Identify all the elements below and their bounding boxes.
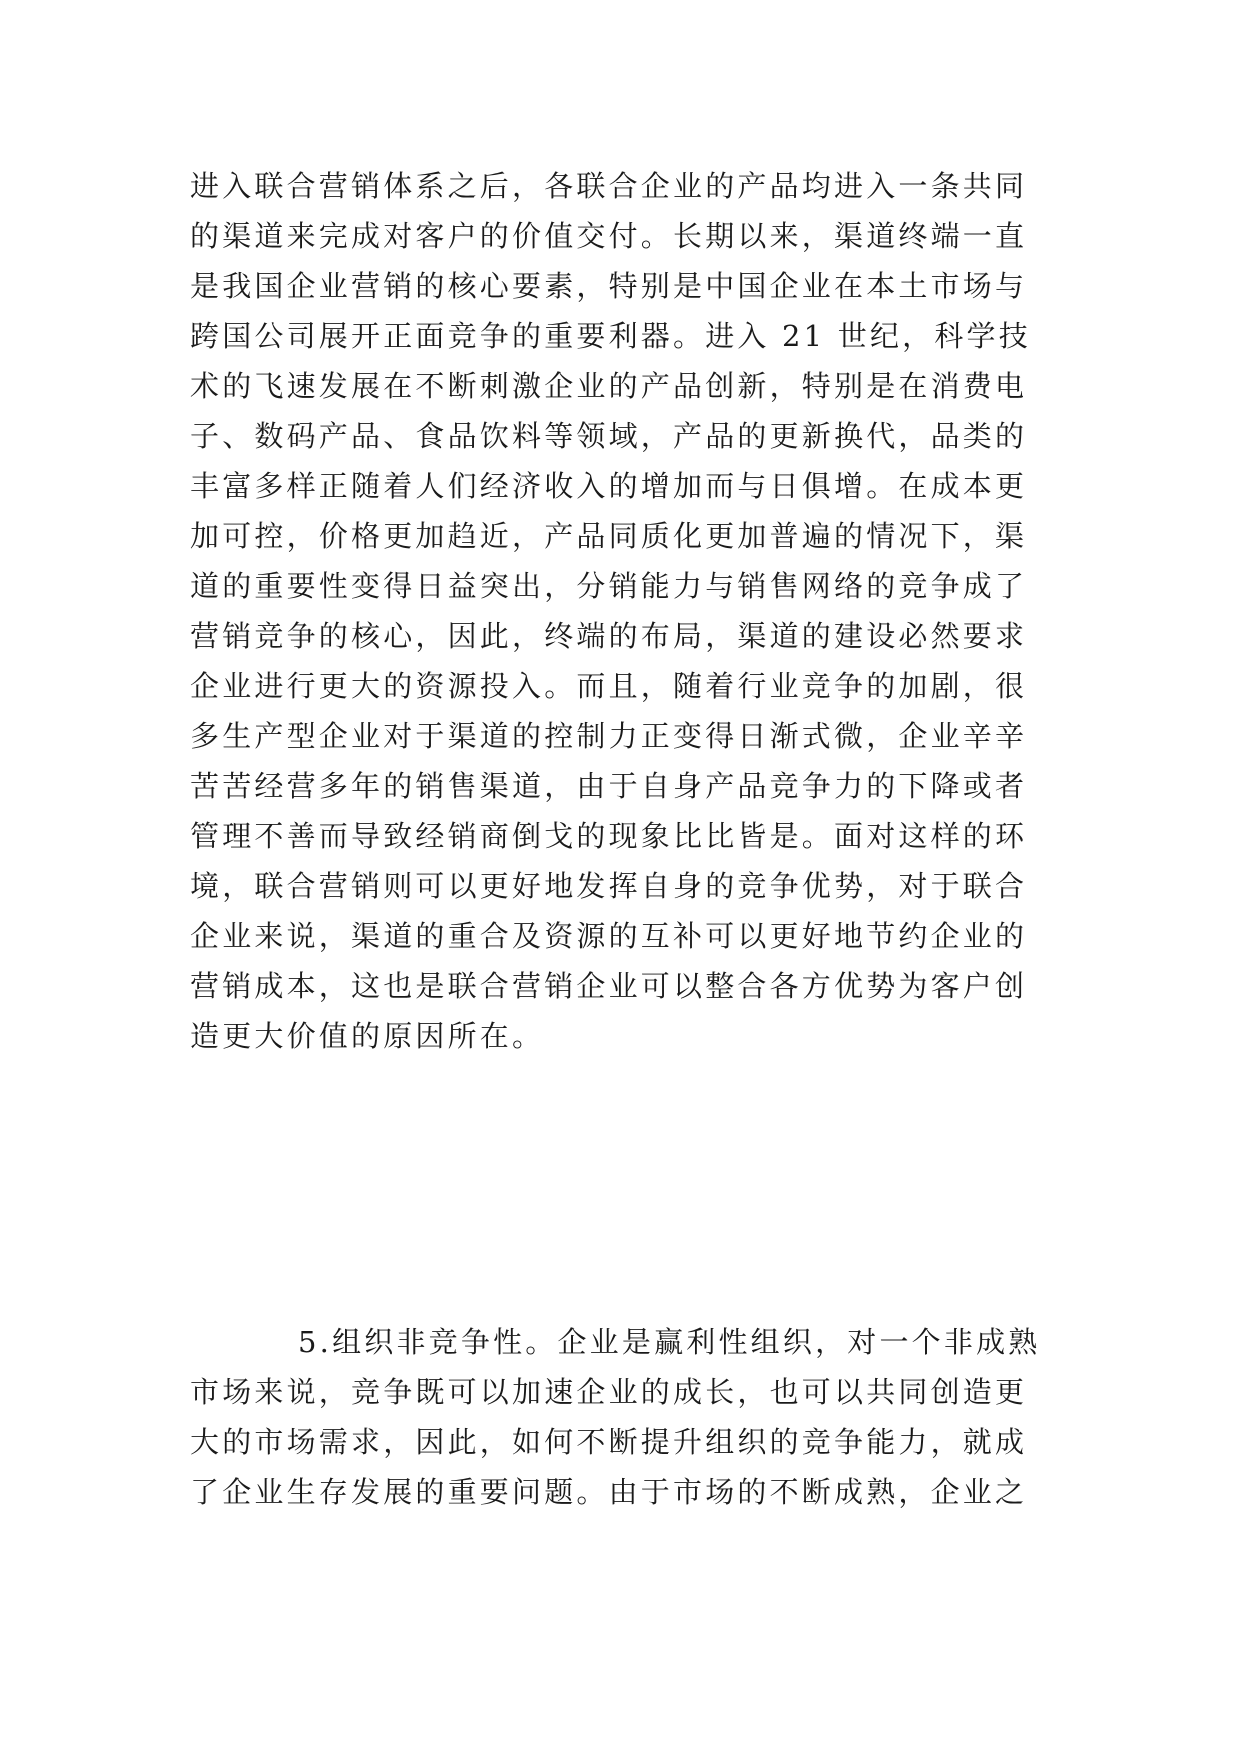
text-line: 多生产型企业对于渠道的控制力正变得日渐式微，企业辛辛 [190, 719, 1028, 753]
text-line: 加可控，价格更加趋近，产品同质化更加普遍的情况下，渠 [190, 519, 1028, 553]
text-line: 道的重要性变得日益突出，分销能力与销售网络的竞争成了 [190, 569, 1028, 603]
text-line: 跨国公司展开正面竞争的重要利器。进入 21 世纪，科学技 [190, 319, 1031, 353]
text-line: 进入联合营销体系之后，各联合企业的产品均进入一条共同 [190, 169, 1028, 203]
text-line: 企业来说，渠道的重合及资源的互补可以更好地节约企业的 [190, 919, 1028, 953]
text-line: 了企业生存发展的重要问题。由于市场的不断成熟，企业之 [190, 1475, 1028, 1509]
text-line: 的渠道来完成对客户的价值交付。长期以来，渠道终端一直 [190, 219, 1028, 253]
text-line: 子、数码产品、食品饮料等领域，产品的更新换代，品类的 [190, 419, 1028, 453]
text-line: 营销成本，这也是联合营销企业可以整合各方优势为客户创 [190, 969, 1028, 1003]
paragraph-body-2 [190, 1317, 1050, 1517]
text-line: 企业进行更大的资源投入。而且，随着行业竞争的加剧，很 [190, 669, 1028, 703]
text-line: 营销竞争的核心，因此，终端的布局，渠道的建设必然要求 [190, 619, 1028, 653]
text-line: 造更大价值的原因所在。 [190, 1019, 545, 1053]
paragraph-body-1 [190, 161, 1050, 1061]
text-line: 大的市场需求，因此，如何不断提升组织的竞争能力，就成 [190, 1425, 1028, 1459]
text-line: 管理不善而导致经销商倒戈的现象比比皆是。面对这样的环 [190, 819, 1028, 853]
text-line: 苦苦经营多年的销售渠道，由于自身产品竞争力的下降或者 [190, 769, 1028, 803]
text-line: 市场来说，竞争既可以加速企业的成长，也可以共同创造更 [190, 1375, 1028, 1409]
text-line-indented: 5.组织非竞争性。企业是赢利性组织，对一个非成熟 [298, 1325, 1041, 1359]
text-line: 术的飞速发展在不断刺激企业的产品创新，特别是在消费电 [190, 369, 1028, 403]
text-line: 是我国企业营销的核心要素，特别是中国企业在本土市场与 [190, 269, 1028, 303]
text-line: 境，联合营销则可以更好地发挥自身的竞争优势，对于联合 [190, 869, 1028, 903]
text-line: 丰富多样正随着人们经济收入的增加而与日俱增。在成本更 [190, 469, 1028, 503]
